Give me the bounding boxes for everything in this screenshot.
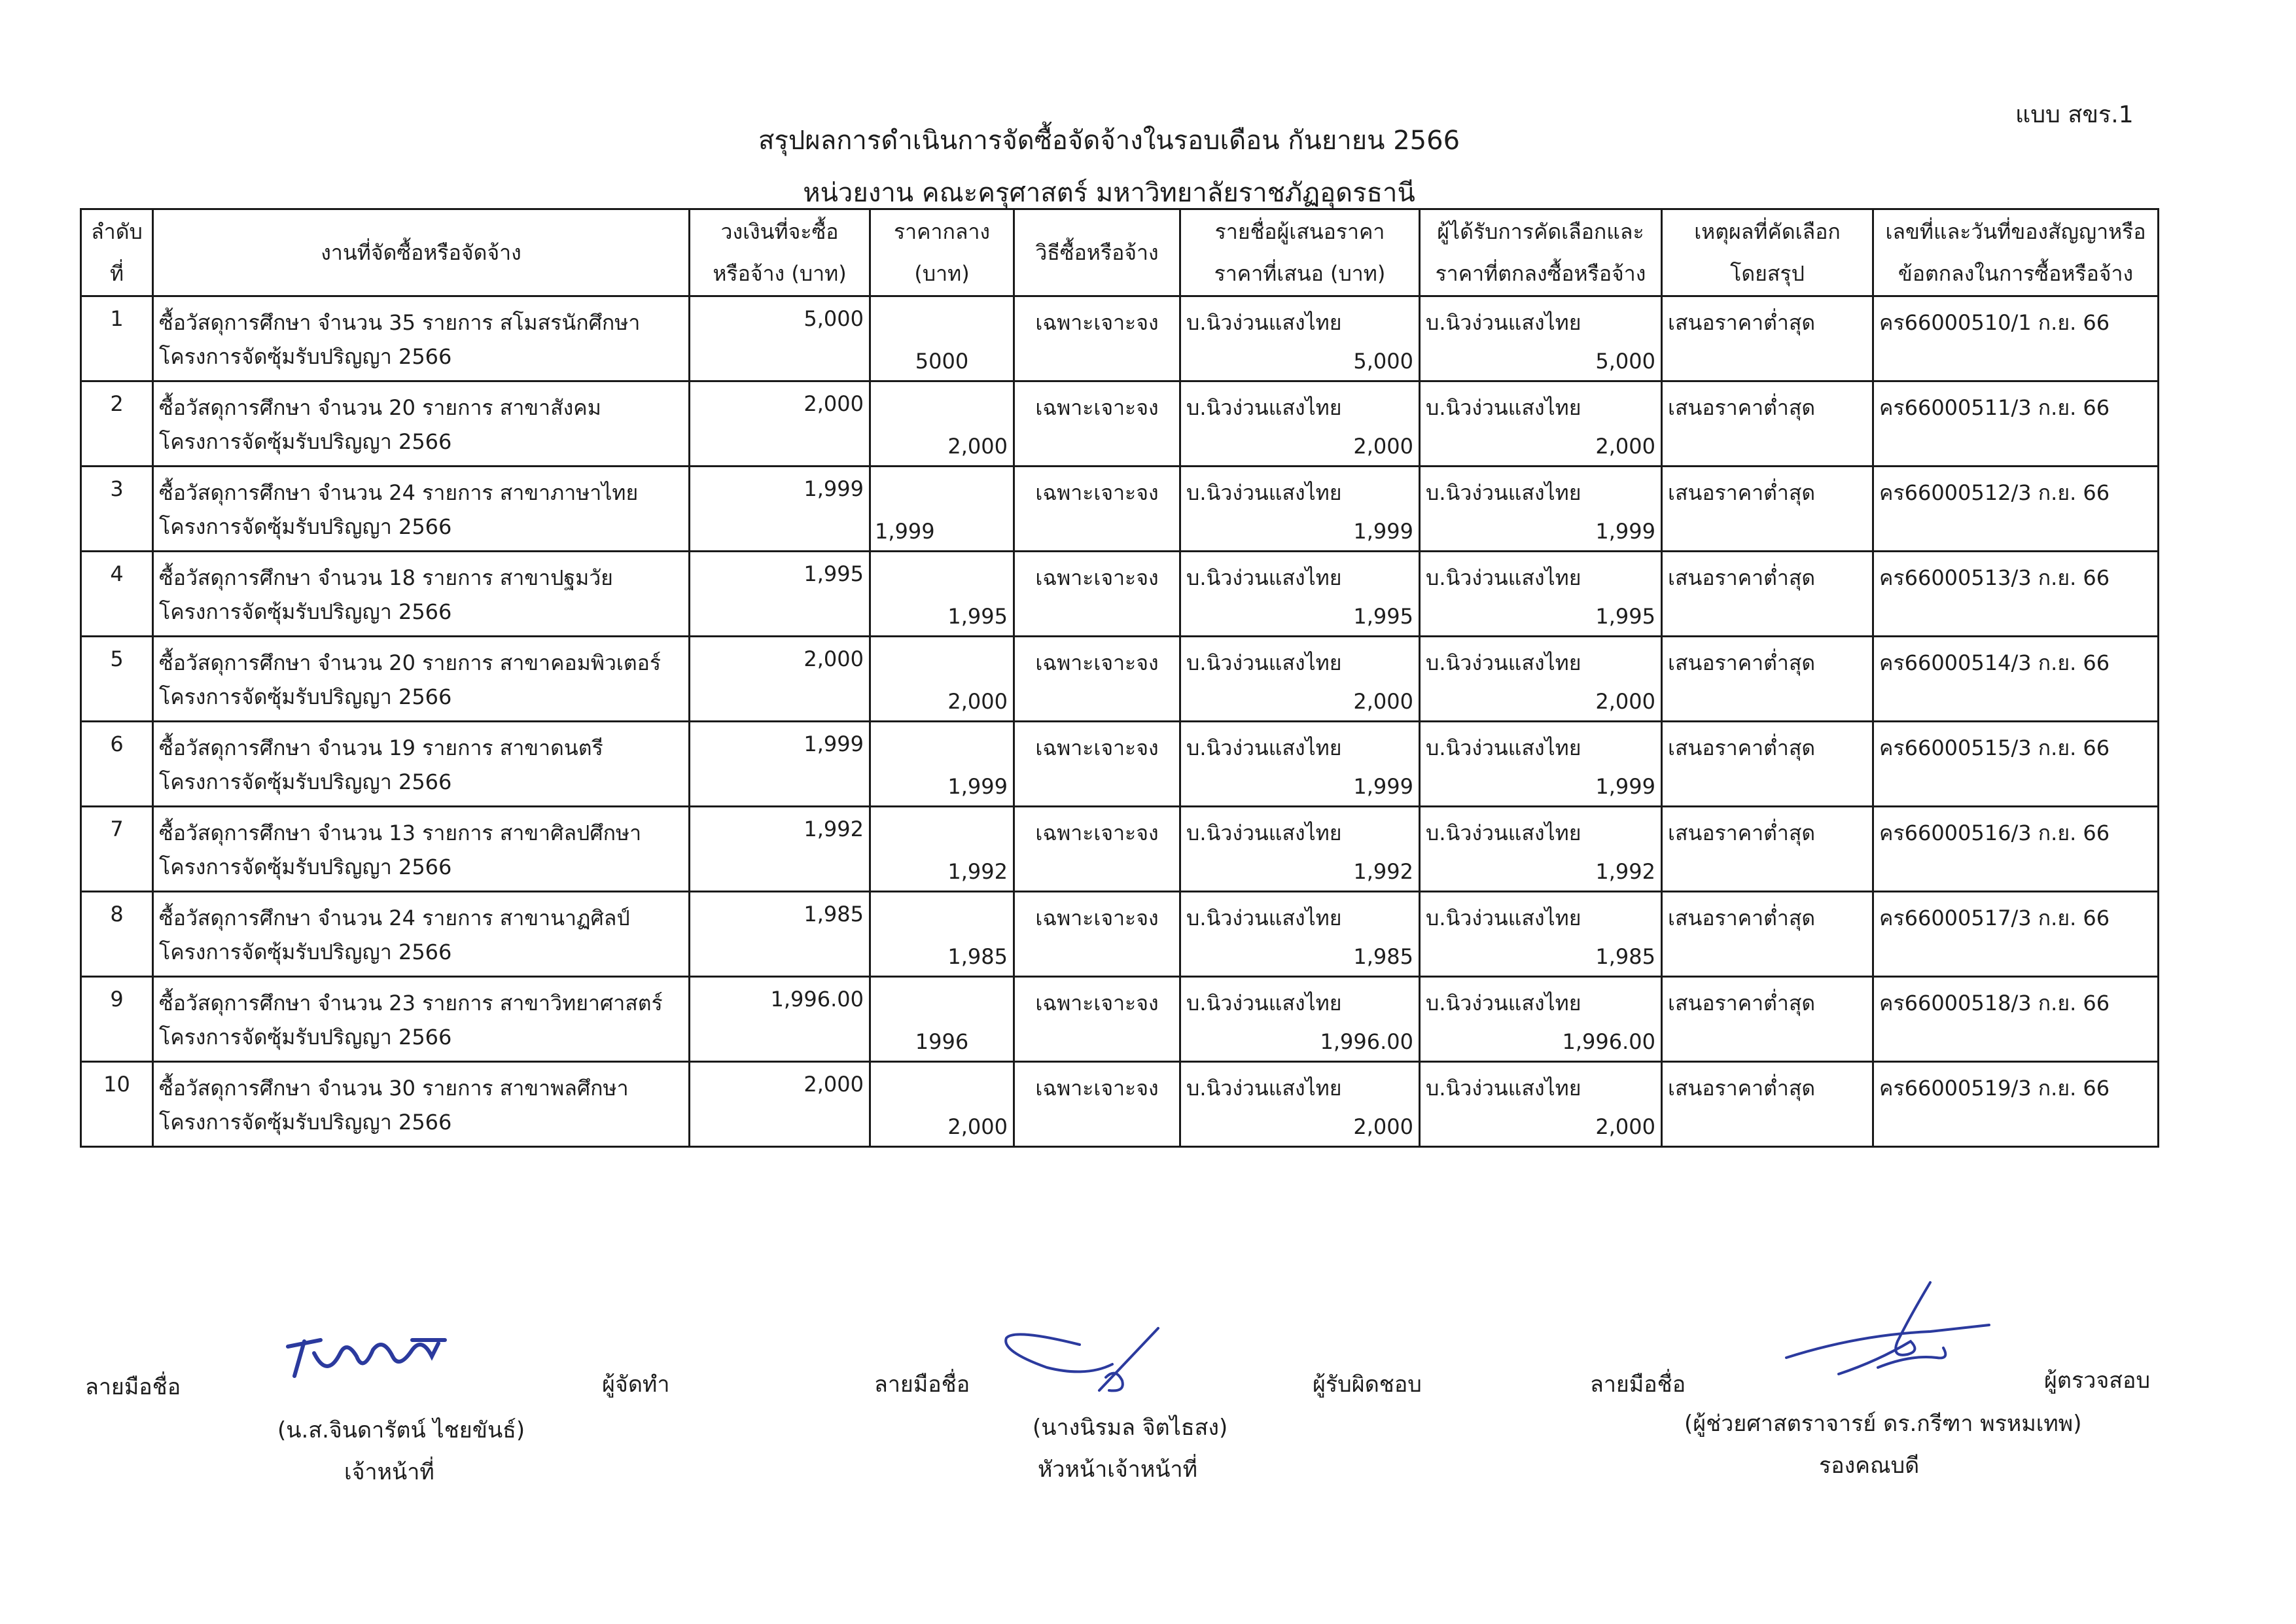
cell-contract <box>1873 1062 2159 1147</box>
cell-method <box>1014 467 1180 552</box>
cell-reason <box>1662 807 1873 892</box>
cell-method-text: เฉพาะเจาะจง <box>1035 395 1159 420</box>
cell-median-price-value: 1,995 <box>947 604 1008 629</box>
cell-winner-value: 1,992 <box>1595 859 1655 884</box>
cell-winner-value: 1,996.00 <box>1562 1029 1655 1054</box>
cell-median-price <box>870 637 1014 722</box>
cell-reason <box>1662 637 1873 722</box>
cell-contract <box>1873 552 2159 637</box>
cell-no-text: 7 <box>110 817 124 841</box>
cell-work-value: โครงการจัดซุ้มรับปริญญา 2566 <box>159 344 452 369</box>
cell-winner <box>1420 552 1662 637</box>
cell-reason-text: เสนอราคาต่ำสุด <box>1668 395 1816 420</box>
cell-contract-text: คร66000513/3 ก.ย. 66 <box>1879 565 2110 590</box>
cell-contract-text: คร66000512/3 ก.ย. 66 <box>1879 480 2110 505</box>
header-reason: เหตุผลที่คัดเลือก โดยสรุป <box>1662 209 1873 296</box>
cell-work <box>153 467 690 552</box>
cell-winner-value: 5,000 <box>1595 349 1655 374</box>
cell-budget <box>690 467 870 552</box>
cell-contract-text: คร66000516/3 ก.ย. 66 <box>1879 821 2110 845</box>
cell-winner-value: 2,000 <box>1595 689 1655 714</box>
cell-budget-text: 1,985 <box>804 902 864 927</box>
cell-work-text: ซื้อวัสดุการศึกษา จำนวน 23 รายการ สาขาวิทยาศาสตร์ <box>159 991 663 1015</box>
header-contract: เลขที่และวันที่ของสัญญาหรือ ข้อตกลงในการซื้อหรือจ้าง <box>1873 209 2159 296</box>
cell-bidder-text: บ.นิวง่วนแสงไทย <box>1186 480 1342 505</box>
cell-winner-text: บ.นิวง่วนแสงไทย <box>1426 310 1581 335</box>
cell-method-text: เฉพาะเจาะจง <box>1035 310 1159 335</box>
cell-contract <box>1873 807 2159 892</box>
cell-no-text: 1 <box>110 306 124 331</box>
cell-bidder <box>1180 807 1420 892</box>
cell-work-value: โครงการจัดซุ้มรับปริญญา 2566 <box>159 1025 452 1050</box>
cell-winner <box>1420 892 1662 977</box>
cell-method <box>1014 552 1180 637</box>
cell-work-value: โครงการจัดซุ้มรับปริญญา 2566 <box>159 514 452 539</box>
cell-contract <box>1873 892 2159 977</box>
table-row <box>81 807 2159 892</box>
cell-bidder-value: 1,985 <box>1353 944 1413 969</box>
cell-work <box>153 722 690 807</box>
cell-reason <box>1662 381 1873 467</box>
cell-winner <box>1420 1062 1662 1147</box>
cell-work <box>153 381 690 467</box>
cell-budget <box>690 552 870 637</box>
cell-contract-text: คร66000510/1 ก.ย. 66 <box>1879 310 2110 335</box>
header-budget: วงเงินที่จะซื้อ หรือจ้าง (บาท) <box>690 209 870 296</box>
cell-winner-value: 1,999 <box>1595 774 1655 799</box>
cell-work-value: โครงการจัดซุ้มรับปริญญา 2566 <box>159 769 452 794</box>
cell-contract-text: คร66000511/3 ก.ย. 66 <box>1879 395 2110 420</box>
signature-role-2: ผู้รับผิดชอบ <box>1313 1371 1422 1398</box>
cell-winner-text: บ.นิวง่วนแสงไทย <box>1426 906 1581 930</box>
cell-bidder <box>1180 722 1420 807</box>
cell-median-price <box>870 807 1014 892</box>
cell-method-text: เฉพาะเจาะจง <box>1035 991 1159 1015</box>
header-method: วิธีซื้อหรือจ้าง <box>1014 209 1180 296</box>
cell-work <box>153 1062 690 1147</box>
cell-work <box>153 637 690 722</box>
cell-median-price-value: 2,000 <box>947 1114 1008 1139</box>
cell-median-price <box>870 722 1014 807</box>
cell-contract-text: คร66000517/3 ก.ย. 66 <box>1879 906 2110 930</box>
header-work: งานที่จัดซื้อหรือจัดจ้าง <box>153 209 690 296</box>
cell-bidder-text: บ.นิวง่วนแสงไทย <box>1186 821 1342 845</box>
cell-winner <box>1420 722 1662 807</box>
cell-winner <box>1420 807 1662 892</box>
cell-median-price-value: 1,999 <box>875 519 935 544</box>
cell-no <box>81 807 153 892</box>
cell-median-price-value: 2,000 <box>947 434 1008 459</box>
cell-work <box>153 296 690 381</box>
cell-work-text: ซื้อวัสดุการศึกษา จำนวน 30 รายการ สาขาพลศึกษา <box>159 1076 629 1101</box>
signature-role-1: ผู้จัดทำ <box>602 1371 670 1398</box>
cell-no <box>81 296 153 381</box>
signature-position-1: เจ้าหน้าที่ <box>344 1459 434 1485</box>
cell-method-text: เฉพาะเจาะจง <box>1035 1076 1159 1101</box>
cell-median-price <box>870 977 1014 1062</box>
cell-bidder-text: บ.นิวง่วนแสงไทย <box>1186 395 1342 420</box>
cell-budget-text: 1,999 <box>804 732 864 756</box>
cell-reason <box>1662 296 1873 381</box>
cell-contract <box>1873 381 2159 467</box>
cell-winner-value: 1,999 <box>1595 519 1655 544</box>
cell-bidder-value: 1,999 <box>1353 519 1413 544</box>
signature-position-3: รองคณบดี <box>1819 1453 1920 1479</box>
header-median-price: ราคากลาง (บาท) <box>870 209 1014 296</box>
cell-bidder <box>1180 381 1420 467</box>
cell-median-price <box>870 296 1014 381</box>
table-row <box>81 296 2159 381</box>
cell-reason <box>1662 977 1873 1062</box>
cell-bidder <box>1180 892 1420 977</box>
cell-work-value: โครงการจัดซุ้มรับปริญญา 2566 <box>159 684 452 709</box>
cell-no-text: 10 <box>103 1072 130 1097</box>
cell-contract <box>1873 467 2159 552</box>
cell-reason-text: เสนอราคาต่ำสุด <box>1668 735 1816 760</box>
cell-budget <box>690 807 870 892</box>
cell-work-text: ซื้อวัสดุการศึกษา จำนวน 13 รายการ สาขาศิลปศึกษา <box>159 821 642 845</box>
cell-no <box>81 552 153 637</box>
table-row <box>81 637 2159 722</box>
cell-winner <box>1420 381 1662 467</box>
cell-contract-text: คร66000518/3 ก.ย. 66 <box>1879 991 2110 1015</box>
cell-work-value: โครงการจัดซุ้มรับปริญญา 2566 <box>159 1110 452 1135</box>
cell-reason <box>1662 1062 1873 1147</box>
cell-budget-text: 1,995 <box>804 561 864 586</box>
cell-winner-text: บ.นิวง่วนแสงไทย <box>1426 480 1581 505</box>
cell-budget-text: 2,000 <box>804 391 864 416</box>
cell-winner-value: 2,000 <box>1595 434 1655 459</box>
cell-method-text: เฉพาะเจาะจง <box>1035 650 1159 675</box>
signature-mark-1 <box>281 1327 458 1386</box>
cell-budget <box>690 1062 870 1147</box>
cell-method <box>1014 807 1180 892</box>
cell-median-price-value: 2,000 <box>947 689 1008 714</box>
cell-no-text: 5 <box>110 646 124 671</box>
cell-work <box>153 892 690 977</box>
cell-reason-text: เสนอราคาต่ำสุด <box>1668 906 1816 930</box>
header-winner: ผู้ได้รับการคัดเลือกและ ราคาที่ตกลงซื้อหรือจ้าง <box>1420 209 1662 296</box>
cell-method-text: เฉพาะเจาะจง <box>1035 821 1159 845</box>
cell-median-price <box>870 552 1014 637</box>
cell-contract <box>1873 296 2159 381</box>
cell-median-price <box>870 892 1014 977</box>
signature-name-3: (ผู้ช่วยศาสตราจารย์ ดร.กรีฑา พรหมเทพ) <box>1684 1411 2082 1437</box>
cell-method <box>1014 722 1180 807</box>
table-row <box>81 467 2159 552</box>
cell-bidder <box>1180 637 1420 722</box>
table-header-row <box>81 209 2159 296</box>
signature-name-2: (นางนิรมล จิตไธสง) <box>1033 1415 1228 1441</box>
cell-bidder-text: บ.นิวง่วนแสงไทย <box>1186 906 1342 930</box>
cell-bidder <box>1180 1062 1420 1147</box>
cell-no <box>81 892 153 977</box>
signature-label-2: ลายมือชื่อ <box>874 1371 970 1398</box>
cell-winner-text: บ.นิวง่วนแสงไทย <box>1426 821 1581 845</box>
table-row <box>81 977 2159 1062</box>
cell-reason-text: เสนอราคาต่ำสุด <box>1668 1076 1816 1101</box>
signature-role-3: ผู้ตรวจสอบ <box>2044 1368 2151 1394</box>
cell-budget-text: 2,000 <box>804 1072 864 1097</box>
cell-bidder-text: บ.นิวง่วนแสงไทย <box>1186 565 1342 590</box>
cell-median-price <box>870 381 1014 467</box>
cell-reason-text: เสนอราคาต่ำสุด <box>1668 480 1816 505</box>
header-bidders: รายชื่อผู้เสนอราคา ราคาที่เสนอ (บาท) <box>1180 209 1420 296</box>
cell-reason <box>1662 722 1873 807</box>
cell-winner-text: บ.นิวง่วนแสงไทย <box>1426 991 1581 1015</box>
cell-median-price-value: 1,999 <box>947 774 1008 799</box>
cell-no <box>81 381 153 467</box>
cell-no <box>81 722 153 807</box>
cell-method <box>1014 637 1180 722</box>
cell-median-price-value: 5000 <box>915 349 969 374</box>
cell-budget <box>690 296 870 381</box>
cell-contract <box>1873 637 2159 722</box>
signature-label-1: ลายมือชื่อ <box>85 1374 181 1400</box>
cell-winner-text: บ.นิวง่วนแสงไทย <box>1426 650 1581 675</box>
cell-method-text: เฉพาะเจาะจง <box>1035 906 1159 930</box>
cell-method <box>1014 296 1180 381</box>
signature-mark-3 <box>1780 1276 1996 1387</box>
cell-budget <box>690 892 870 977</box>
cell-bidder-text: บ.นิวง่วนแสงไทย <box>1186 735 1342 760</box>
cell-bidder-value: 1,999 <box>1353 774 1413 799</box>
cell-work <box>153 807 690 892</box>
cell-budget-text: 5,000 <box>804 306 864 331</box>
table-row <box>81 1062 2159 1147</box>
cell-median-price <box>870 1062 1014 1147</box>
table-row <box>81 722 2159 807</box>
cell-reason-text: เสนอราคาต่ำสุด <box>1668 821 1816 845</box>
cell-no <box>81 1062 153 1147</box>
document-subtitle: หน่วยงาน คณะครุศาสตร์ มหาวิทยาลัยราชภัฏอุดรธานี <box>803 178 1415 208</box>
signature-mark-2 <box>1001 1315 1171 1400</box>
cell-no <box>81 637 153 722</box>
cell-bidder-value: 2,000 <box>1353 434 1413 459</box>
cell-contract-text: คร66000519/3 ก.ย. 66 <box>1879 1076 2110 1101</box>
cell-work-value: โครงการจัดซุ้มรับปริญญา 2566 <box>159 855 452 879</box>
cell-no <box>81 977 153 1062</box>
cell-work-text: ซื้อวัสดุการศึกษา จำนวน 19 รายการ สาขาดนตรี <box>159 735 603 760</box>
cell-winner-text: บ.นิวง่วนแสงไทย <box>1426 565 1581 590</box>
cell-work-value: โครงการจัดซุ้มรับปริญญา 2566 <box>159 940 452 964</box>
table-row <box>81 552 2159 637</box>
cell-method <box>1014 1062 1180 1147</box>
cell-work-text: ซื้อวัสดุการศึกษา จำนวน 20 รายการ สาขาคอมพิวเตอร์ <box>159 650 662 675</box>
cell-no <box>81 467 153 552</box>
cell-budget-text: 1,996.00 <box>770 987 864 1012</box>
cell-bidder-value: 1,996.00 <box>1320 1029 1413 1054</box>
cell-winner <box>1420 977 1662 1062</box>
cell-bidder-value: 1,992 <box>1353 859 1413 884</box>
cell-no-text: 9 <box>110 987 124 1012</box>
cell-no-text: 3 <box>110 476 124 501</box>
cell-winner-value: 1,995 <box>1595 604 1655 629</box>
cell-method <box>1014 381 1180 467</box>
cell-bidder <box>1180 296 1420 381</box>
cell-bidder-value: 5,000 <box>1353 349 1413 374</box>
cell-budget-text: 2,000 <box>804 646 864 671</box>
cell-median-price-value: 1,992 <box>947 859 1008 884</box>
table-row <box>81 381 2159 467</box>
cell-work-value: โครงการจัดซุ้มรับปริญญา 2566 <box>159 599 452 624</box>
cell-work <box>153 977 690 1062</box>
cell-no-text: 8 <box>110 902 124 927</box>
cell-bidder-value: 2,000 <box>1353 1114 1413 1139</box>
cell-bidder <box>1180 467 1420 552</box>
cell-method <box>1014 892 1180 977</box>
cell-budget <box>690 977 870 1062</box>
cell-work-text: ซื้อวัสดุการศึกษา จำนวน 18 รายการ สาขาปฐมวัย <box>159 565 613 590</box>
cell-work-value: โครงการจัดซุ้มรับปริญญา 2566 <box>159 429 452 454</box>
cell-median-price-value: 1996 <box>915 1029 969 1054</box>
signature-label-3: ลายมือชื่อ <box>1590 1371 1686 1398</box>
cell-budget <box>690 637 870 722</box>
cell-bidder-text: บ.นิวง่วนแสงไทย <box>1186 310 1342 335</box>
cell-method <box>1014 977 1180 1062</box>
cell-no-text: 4 <box>110 561 124 586</box>
form-code: แบบ สขร.1 <box>2015 101 2134 128</box>
cell-bidder <box>1180 552 1420 637</box>
cell-winner-value: 2,000 <box>1595 1114 1655 1139</box>
cell-bidder <box>1180 977 1420 1062</box>
cell-no-text: 6 <box>110 732 124 756</box>
cell-bidder-text: บ.นิวง่วนแสงไทย <box>1186 991 1342 1015</box>
cell-contract-text: คร66000515/3 ก.ย. 66 <box>1879 735 2110 760</box>
cell-reason <box>1662 552 1873 637</box>
cell-budget <box>690 381 870 467</box>
header-no: ลำดับ ที่ <box>81 209 153 296</box>
cell-work-text: ซื้อวัสดุการศึกษา จำนวน 35 รายการ สโมสรนักศึกษา <box>159 310 641 335</box>
cell-reason-text: เสนอราคาต่ำสุด <box>1668 565 1816 590</box>
cell-winner <box>1420 637 1662 722</box>
table-row <box>81 892 2159 977</box>
cell-work-text: ซื้อวัสดุการศึกษา จำนวน 24 รายการ สาขานาฏศิลป์ <box>159 906 630 930</box>
cell-contract <box>1873 977 2159 1062</box>
cell-median-price-value: 1,985 <box>947 944 1008 969</box>
cell-method-text: เฉพาะเจาะจง <box>1035 735 1159 760</box>
procurement-table <box>80 208 2159 1148</box>
cell-work-text: ซื้อวัสดุการศึกษา จำนวน 24 รายการ สาขาภาษาไทย <box>159 480 639 505</box>
cell-bidder-value: 1,995 <box>1353 604 1413 629</box>
cell-reason-text: เสนอราคาต่ำสุด <box>1668 991 1816 1015</box>
cell-bidder-value: 2,000 <box>1353 689 1413 714</box>
cell-method-text: เฉพาะเจาะจง <box>1035 480 1159 505</box>
cell-bidder-text: บ.นิวง่วนแสงไทย <box>1186 1076 1342 1101</box>
cell-median-price <box>870 467 1014 552</box>
cell-contract <box>1873 722 2159 807</box>
cell-work <box>153 552 690 637</box>
cell-winner-text: บ.นิวง่วนแสงไทย <box>1426 1076 1581 1101</box>
signature-name-1: (น.ส.จินดารัตน์ ไชยขันธ์) <box>277 1417 525 1443</box>
document-title: สรุปผลการดำเนินการจัดซื้อจัดจ้างในรอบเดือน กันยายน 2566 <box>758 126 1460 156</box>
cell-winner-text: บ.นิวง่วนแสงไทย <box>1426 735 1581 760</box>
cell-winner-text: บ.นิวง่วนแสงไทย <box>1426 395 1581 420</box>
cell-budget-text: 1,992 <box>804 817 864 841</box>
cell-budget <box>690 722 870 807</box>
cell-budget-text: 1,999 <box>804 476 864 501</box>
cell-winner-value: 1,985 <box>1595 944 1655 969</box>
cell-contract-text: คร66000514/3 ก.ย. 66 <box>1879 650 2110 675</box>
cell-no-text: 2 <box>110 391 124 416</box>
cell-winner <box>1420 296 1662 381</box>
signature-position-2: หัวหน้าเจ้าหน้าที่ <box>1038 1456 1198 1483</box>
cell-reason <box>1662 892 1873 977</box>
cell-method-text: เฉพาะเจาะจง <box>1035 565 1159 590</box>
cell-reason-text: เสนอราคาต่ำสุด <box>1668 310 1816 335</box>
cell-bidder-text: บ.นิวง่วนแสงไทย <box>1186 650 1342 675</box>
cell-winner <box>1420 467 1662 552</box>
cell-work-text: ซื้อวัสดุการศึกษา จำนวน 20 รายการ สาขาสังคม <box>159 395 601 420</box>
cell-reason-text: เสนอราคาต่ำสุด <box>1668 650 1816 675</box>
cell-reason <box>1662 467 1873 552</box>
